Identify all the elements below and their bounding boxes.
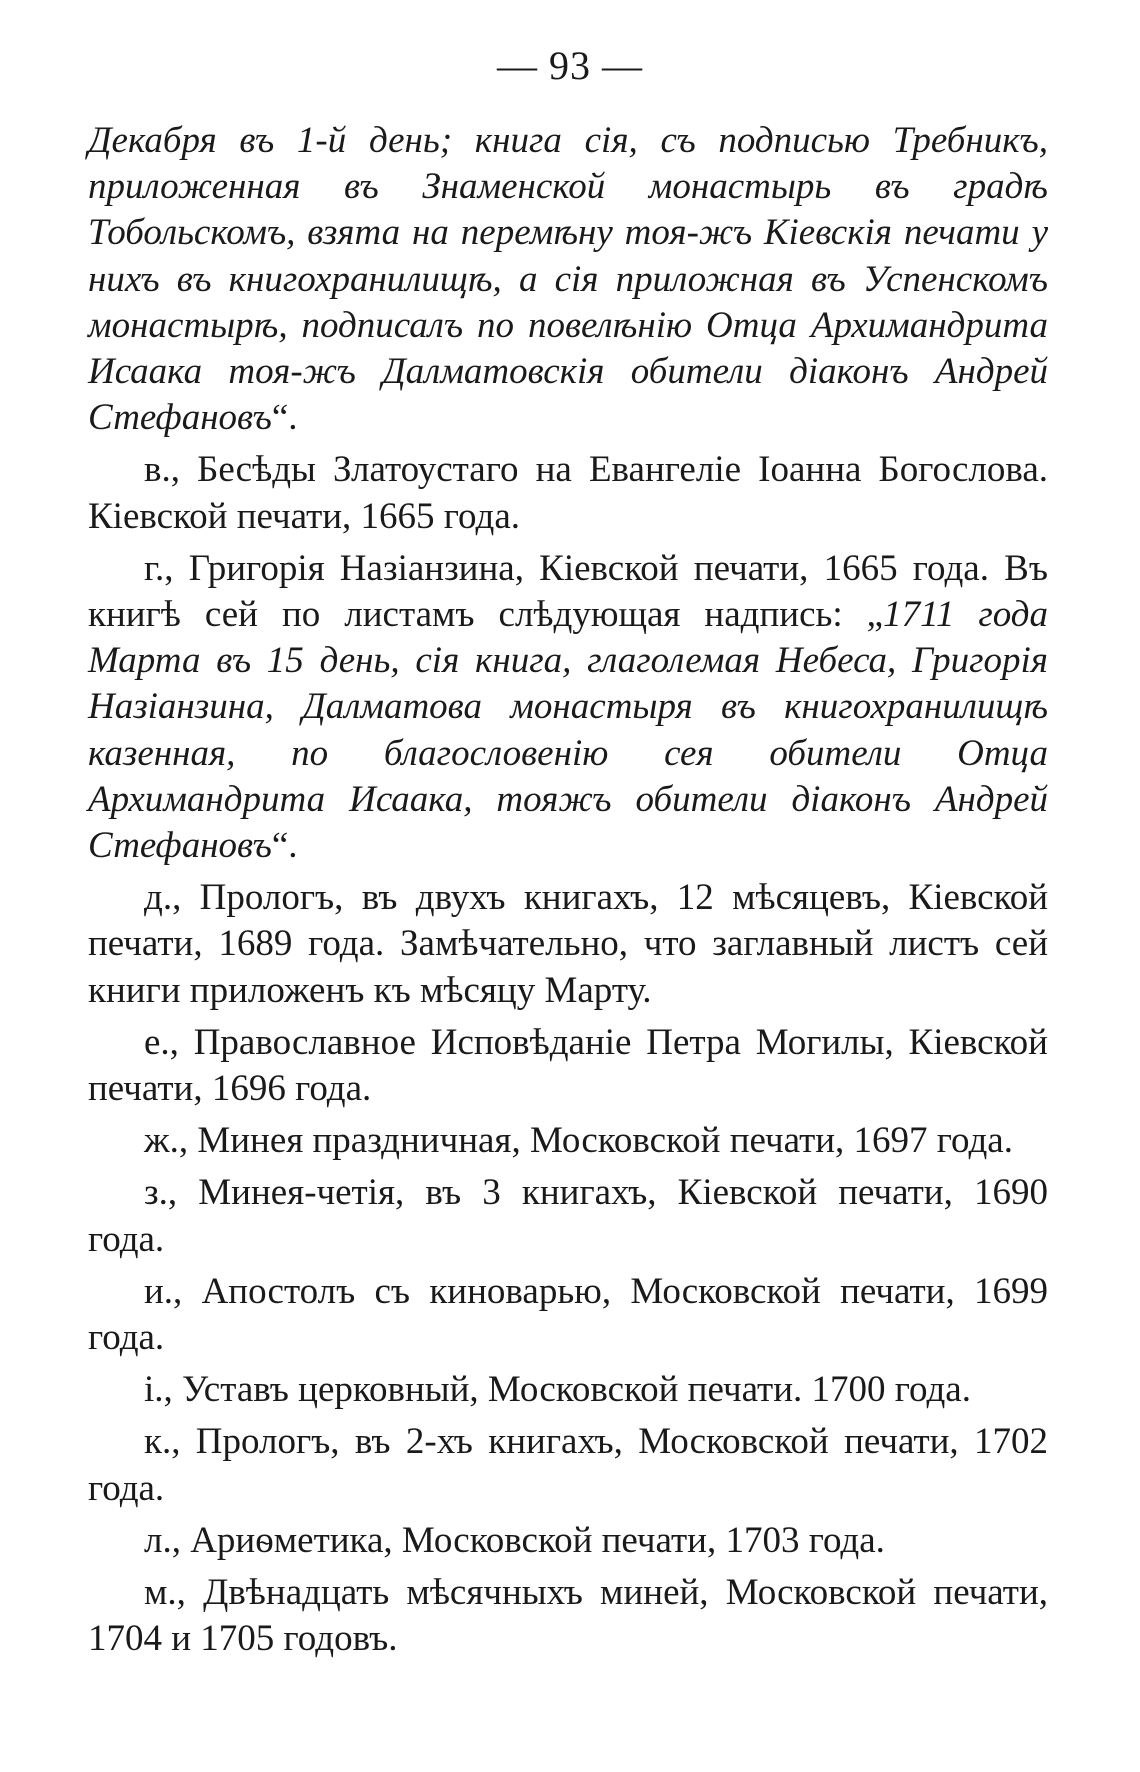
- text-segment: и., Апостолъ съ киноварью, Московской печати, 1699 года.: [88, 1270, 1048, 1359]
- text-segment: 1711 года Марта въ 15 день, сія книга, глаголемая Небеса, Григорія Назіанзина, Далматова монастыря въ книгохранилищѣ казенная, по благословенію сея обители Отца Архимандрита Исаака, тояжъ обители діаконъ Андрей Стефановъ: [88, 594, 1049, 867]
- entry-z: [88, 1170, 1048, 1262]
- entry-d: [88, 875, 1048, 1014]
- entry-m: [88, 1570, 1048, 1662]
- text-segment: г., Григорія Назіанзина, Кіевской печати, 1665 года. Въ книгѣ сей по листамъ слѣдующая надпись: „: [88, 547, 1048, 636]
- page-body: [88, 118, 1048, 1663]
- text-segment: е., Православное Исповѣданіе Петра Могилы, Кіевской печати, 1696 года.: [88, 1021, 1048, 1110]
- entry-v: [88, 447, 1048, 539]
- entry-zh: [88, 1118, 1048, 1164]
- text-segment: л., Ариѳметика, Московской печати, 1703 года.: [144, 1519, 885, 1561]
- entry-g: [88, 546, 1048, 869]
- text-segment: і., Уставъ церковный, Московской печати. 1700 года.: [144, 1369, 971, 1411]
- text-segment: к., Прологъ, въ 2-хъ книгахъ, Московской печати, 1702 года.: [88, 1421, 1048, 1509]
- text-segment: ж., Минея праздничная, Московской печати, 1697 года.: [144, 1120, 1013, 1162]
- entry-l: [88, 1518, 1048, 1564]
- text-segment: з., Минея-четія, въ 3 книгахъ, Кіевской печати, 1690 года.: [88, 1172, 1048, 1260]
- entry-e: [88, 1020, 1048, 1112]
- text-segment: в., Бесѣды Златоустаго на Евангеліе Іоанна Богослова. Кіевской печати, 1665 года.: [88, 449, 1048, 537]
- text-segment: “.: [271, 825, 298, 867]
- entry-k: [88, 1419, 1048, 1511]
- paragraph-continuation: [88, 118, 1048, 441]
- page-number: — 93 —: [497, 43, 643, 88]
- entry-i-decimal: [88, 1367, 1048, 1413]
- text-segment: Декабря въ 1-й день; книга сія, съ подписью Требникъ, приложенная въ Знаменской монастырь въ градѣ Тобольскомъ, взята на перемѣну тоя-жъ Кіевскія печати у нихъ въ книгохранилищѣ, а сія приложная въ Успенскомъ монастырѣ, подписалъ по повелѣнію Отца Архимандрита Исаака тоя-жъ Далматовскія обители діаконъ Андрей Стефановъ: [88, 120, 1048, 439]
- text-segment: “.: [271, 397, 298, 439]
- text-segment: д., Прологъ, въ двухъ книгахъ, 12 мѣсяцевъ, Кіевской печати, 1689 года. Замѣчательно, что заглавный листъ сей книги приложенъ къ мѣсяцу Марту.: [88, 877, 1048, 1011]
- text-segment: м., Двѣнадцать мѣсячныхъ миней, Московской печати, 1704 и 1705 годовъ.: [88, 1572, 1048, 1660]
- entry-i: [88, 1269, 1048, 1361]
